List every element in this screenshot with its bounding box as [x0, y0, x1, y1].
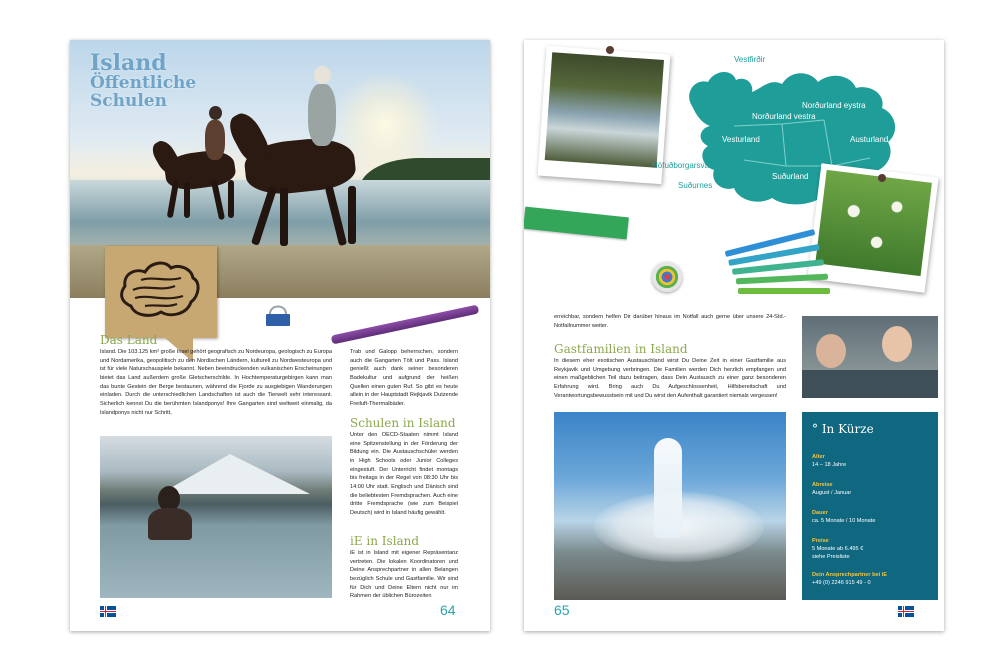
- das-land-text-col2: Trab und Galopp beherrschen, sondern auch die Gangarten Tölt und Pass. Island genießt auch dank seiner besonderen Badekultur und aufgrund der heißen Quellen einen guten Ruf. So gibt es heute allein in der Hauptstadt Rejkjavik Dutzende Freiluft-Thermalbäder.: [350, 349, 458, 407]
- title-line-2: Öffentliche: [90, 73, 197, 94]
- ie-text: iE ist in Island mit eigener Repräsentanz vertreten. Die lokalen Koordinatoren und Deine Ansprechpartner in allen Belangen bezüglich Schule und Gastfamilie. Wir sind für Dich und Deine Eltern nicht nur im Rahmen der üblichen Bürozeiten: [350, 550, 458, 600]
- map-label-austurland: Austurland: [850, 135, 889, 144]
- section-heading-ie: iE in Island: [350, 534, 420, 548]
- alter-value: 14 – 18 Jahre: [812, 462, 847, 468]
- abreise-label: Abreise: [812, 482, 833, 488]
- page-number: 64: [440, 602, 456, 618]
- title-line-1: Island: [90, 50, 167, 76]
- gastfamilien-text: In diesem eher exotischen Austauschland wirst Du Deine Zeit in einer Gastfamilie aus Reykjavik und Umgebung verbringen. Die Familien werden Dich herzlich empfangen und einen maßgeblichen Teil dazu beitragen, dass Dein Austausch zu einer ganz besonderen Erfahrung wird. Bring auch Du Aufgeschlossenheit, Hilfsbereitschaft und Verantwortungsbewusstsein mit und Du wirst den Aufenthalt garantiert niemals vergessen!: [554, 358, 786, 399]
- schulen-text: Unter den OECD-Staaten nimmt Island eine Spitzenstellung in der Förderung der Bildung ein. Die Austauschschüler werden in High Schools oder Junior Colleges eingestuft. Der Unterricht findet montags bis freitags in der Regel von 08:30 Uhr bis 14:00 Uhr statt. Englisch und Dänisch sind die beliebtesten Fremdsprachen. Auch eine dritte Fremdsprache (wie zum Beispiel Deutsch) wird in Island häufig gewählt.: [350, 432, 458, 516]
- preise-value-2: siehe Preisliste: [812, 554, 850, 560]
- page-number: 65: [554, 602, 570, 618]
- iceland-sketch-card: [105, 246, 217, 338]
- das-land-text: Island. Die 103.125 km² große Insel gehört geografisch zu Nordeuropa, geologisch zu Europa und Nordamerika, geopolitisch zu den Nordischen Ländern, kulturell zu Nordwesteuropa und ist für viele Naturschauspiele bekannt. Neben beeindruckenden vulkanischen Erscheinungen bietet das Land außerdem große Gletscherschilde. In Hochtemperaturgebirgen kann man das bunte Gestein der Berge bestaunen, während die Fjorde zu ausgiebigen Wanderungen einladen. Durch die unterschiedlichen Landschaften ist auch die Tierwelt sehr interessant. Sicherlich kennst Du die berühmten Islandponys! Ihre Gangarten sind weltweit einmalig, da Islandponys nicht nur Schritt,: [100, 349, 332, 416]
- pencil-icon: [736, 274, 828, 285]
- waterfall-polaroid: [538, 46, 671, 184]
- students-photo: [802, 316, 938, 398]
- map-label-vesturland: Vesturland: [722, 135, 760, 144]
- iceland-flag-icon: [898, 606, 914, 617]
- in-kuerze-box: [802, 412, 938, 600]
- map-label-vestfirdir: Vestfirðir: [734, 55, 766, 64]
- map-label-sudurland: Suðurland: [772, 172, 809, 181]
- pushpin-icon: [878, 174, 886, 182]
- green-ruler-icon: [524, 207, 629, 240]
- info-box-title: ° In Kürze: [812, 422, 874, 436]
- hot-spring-photo: [100, 436, 332, 598]
- purple-pen-icon: [331, 305, 480, 345]
- binder-clip-icon: [260, 302, 296, 330]
- iceland-flag-icon: [100, 606, 116, 617]
- partner-label: Dein Ansprechpartner bei iE: [812, 572, 888, 578]
- partner-phone: +49 (0) 2246 915 49 - 0: [812, 580, 871, 586]
- title-line-3: Schulen: [90, 90, 167, 111]
- page-title: [90, 52, 196, 111]
- preise-value-1: 5 Monate ab 6.495 €: [812, 546, 864, 552]
- dauer-value: ca. 5 Monate / 10 Monate: [812, 518, 876, 524]
- section-heading-gastfamilien: Gastfamilien in Island: [554, 342, 688, 356]
- section-heading-schulen: Schulen in Island: [350, 416, 456, 430]
- pushpin-icon: [606, 46, 614, 54]
- geyser-photo: [554, 412, 786, 600]
- continuation-text: erreichbar, sondern helfen Dir darüber hinaus im Notfall auch gerne über unsere 24-Std.-Notfallnummer weiter.: [554, 314, 786, 329]
- abreise-value: August / Januar: [812, 490, 852, 496]
- brochure-page-left: [70, 40, 490, 631]
- pencil-icon: [738, 288, 830, 294]
- brochure-page-right: [524, 40, 944, 631]
- map-label-sudurnes: Suðurnes: [678, 181, 713, 190]
- map-label-hofudborgarsvaedi: Höfuðborgarsvæði: [652, 161, 718, 170]
- section-heading-das-land: Das Land: [100, 333, 158, 347]
- map-label-nordurland-vestra: Norðurland vestra: [752, 112, 816, 121]
- map-label-nordurland-eystra: Norðurland eystra: [802, 101, 866, 110]
- dauer-label: Dauer: [812, 510, 828, 516]
- iceland-sketch-icon: [105, 246, 217, 338]
- pushpin-bowl-icon: [652, 262, 682, 292]
- preise-label: Preise: [812, 538, 829, 544]
- alter-label: Alter: [812, 454, 825, 460]
